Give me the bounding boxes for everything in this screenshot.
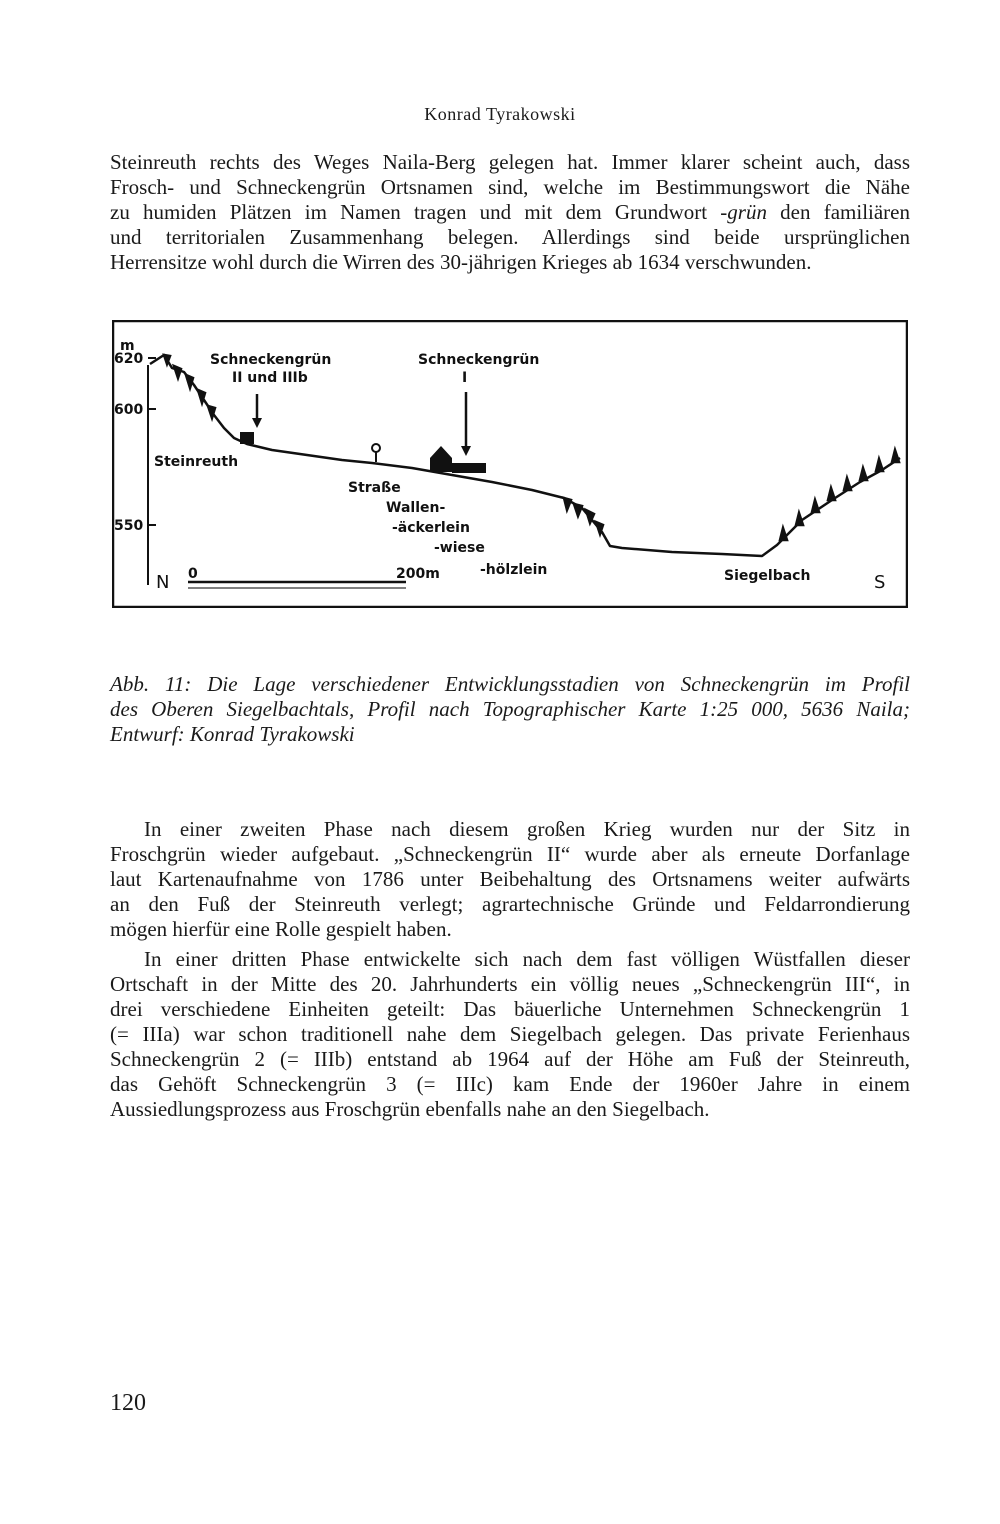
label-schneckengruen-ii: Schneckengrün	[210, 352, 332, 368]
paragraph-line: In einer dritten Phase entwickelte sich nach dem fast völligen Wüstfallen dieser	[144, 947, 910, 971]
label-schneckengruen-i: Schneckengrün	[418, 352, 540, 368]
paragraph-2	[110, 817, 910, 942]
figure-caption	[110, 672, 910, 747]
paragraph-line: mögen hierfür eine Rolle gespielt haben.	[110, 917, 452, 941]
label-ii-und-iiib: II und IIIb	[232, 370, 308, 386]
tick-label-600: 600	[114, 402, 144, 418]
building-marker-iiib	[240, 432, 254, 444]
paragraph-line: Schneckengrün 2 (= IIIb) entstand ab 1964 auf der Höhe am Fuß der Steinreuth,	[110, 1047, 910, 1071]
scale-label-200m: 200m	[396, 566, 440, 582]
tick-label-550: 550	[114, 518, 144, 534]
label-strasse: Straße	[348, 480, 401, 496]
paragraph-line-text: den familiären	[766, 200, 910, 224]
label-siegelbach: Siegelbach	[724, 568, 811, 584]
paragraph-line: und territorialen Zusammenhang belegen. Allerdings sind beide ursprünglichen	[110, 225, 910, 249]
label-i: I	[462, 370, 468, 386]
caption-line: Entwurf: Konrad Tyrakowski	[110, 722, 355, 746]
paragraph-line: Frosch- und Schneckengrün Ortsnamen sind, welche im Bestimmungswort die Nähe	[110, 175, 910, 199]
label-hoelzlein: -hölzlein	[480, 562, 548, 578]
paragraph-line: drei verschiedene Einheiten geteilt: Das bäuerliche Unternehmen Schneckengrün 1	[110, 997, 910, 1021]
terrain-profile-figure	[112, 320, 908, 608]
paragraph-line: an den Fuß der Steinreuth verlegt; agrartechnische Gründe und Feldarrondierung	[110, 892, 910, 916]
paragraph-line: Herrensitze wohl durch die Wirren des 30-jährigen Krieges ab 1634 verschwunden.	[110, 250, 812, 274]
paragraph-line: laut Kartenaufnahme von 1786 unter Beibehaltung des Ortsnamens weiter aufwärts	[110, 867, 910, 891]
page-number: 120	[110, 1390, 146, 1416]
paragraph-line: das Gehöft Schneckengrün 3 (= IIIc) kam Ende der 1960er Jahre in einem	[110, 1072, 910, 1096]
paragraph-line	[110, 200, 910, 225]
italic-term: -grün	[720, 200, 767, 224]
scale-label-zero: 0	[188, 566, 198, 582]
label-north: N	[156, 572, 170, 593]
paragraph-line: Steinreuth rechts des Weges Naila-Berg gelegen hat. Immer klarer scheint auch, dass	[110, 150, 910, 174]
terrain-profile-svg	[112, 320, 908, 608]
paragraph-line: In einer zweiten Phase nach diesem großen Krieg wurden nur der Sitz in	[144, 817, 910, 841]
paragraph-1	[110, 150, 910, 275]
caption-line: des Oberen Siegelbachtals, Profil nach Topographischer Karte 1:25 000, 5636 Naila;	[110, 697, 910, 721]
paragraph-line: Ortschaft in der Mitte des 20. Jahrhunderts ein völlig neues „Schneckengrün III“, in	[110, 972, 910, 996]
label-aeckerlein: -äckerlein	[392, 520, 470, 536]
unit-label: m	[120, 338, 135, 354]
running-header: Konrad Tyrakowski	[424, 104, 576, 124]
paragraph-line: (= IIIa) war schon traditionell nahe dem Siegelbach gelegen. Das private Ferienhaus	[110, 1022, 910, 1046]
caption-line: Abb. 11: Die Lage verschiedener Entwicklungsstadien von Schneckengrün im Profil	[110, 672, 910, 696]
label-steinreuth: Steinreuth	[154, 454, 239, 470]
label-wiese: -wiese	[434, 540, 485, 556]
paragraph-line-text: zu humiden Plätzen im Namen tragen und mit dem Grundwort	[110, 200, 721, 224]
tick-label-620: 620	[114, 351, 144, 367]
label-south: S	[874, 572, 886, 593]
label-wallen: Wallen-	[386, 500, 446, 516]
paragraph-line: Froschgrün wieder aufgebaut. „Schneckengrün II“ wurde aber als erneute Dorfanlage	[110, 842, 910, 866]
paragraph-line: Aussiedlungsprozess aus Froschgrün ebenfalls nahe an den Siegelbach.	[110, 1097, 710, 1121]
paragraph-3	[110, 947, 910, 1122]
